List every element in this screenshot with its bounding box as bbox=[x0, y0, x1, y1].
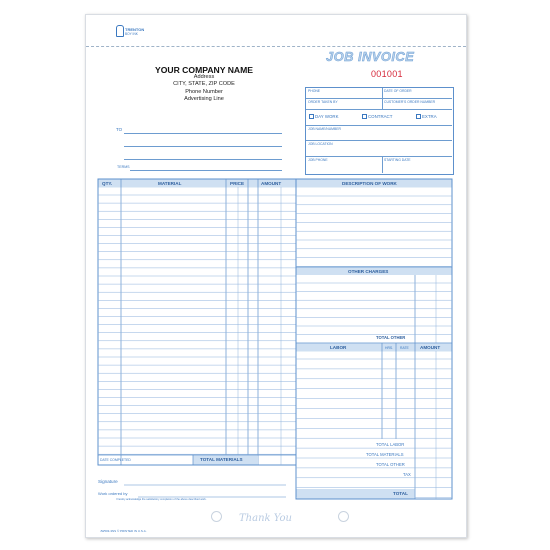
punch-hole-right bbox=[338, 511, 349, 522]
material-header: MATERIAL bbox=[158, 181, 182, 186]
company-phone: Phone Number bbox=[185, 88, 223, 95]
work-ordered-by-label: Work ordered by bbox=[98, 491, 128, 496]
company-advertising: Advertising Line bbox=[184, 95, 224, 102]
work-table-border bbox=[296, 179, 452, 499]
qty-header: QTY. bbox=[102, 181, 113, 186]
terms-label: TERMS bbox=[117, 165, 130, 169]
logo-line-1: TRENTON bbox=[125, 27, 145, 32]
material-table-border bbox=[98, 179, 296, 465]
invoice-grid bbox=[86, 15, 466, 537]
starting-date-label: STARTING DATE bbox=[384, 158, 411, 162]
acknowledge-text: I hereby acknowledge the satisfactory completion of the above described work. bbox=[116, 498, 207, 501]
total-labor-label: TOTAL LABOR bbox=[376, 442, 405, 447]
rate-header: RATE bbox=[400, 346, 409, 350]
description-header: DESCRIPTION OF WORK bbox=[342, 181, 397, 186]
job-name-label: JOB NAME/NUMBER bbox=[308, 127, 341, 131]
company-name: YOUR COMPANY NAME bbox=[154, 65, 254, 75]
other-charges-header: OTHER CHARGES bbox=[348, 269, 389, 274]
to-label: TO bbox=[116, 127, 123, 132]
customer-order-number-label: CUSTOMER'S ORDER NUMBER bbox=[384, 100, 436, 104]
hrs-header: HRS. bbox=[385, 346, 394, 350]
print-code: JW503-3NS © PRINTED IN U.S.A. bbox=[100, 529, 147, 533]
price-header: PRICE bbox=[230, 181, 245, 186]
total-other-label-top: TOTAL OTHER bbox=[376, 335, 406, 340]
form-title: JOB INVOICE bbox=[326, 49, 415, 64]
invoice-number: 001001 bbox=[371, 69, 403, 79]
logo-line-2: BOY INK bbox=[125, 32, 138, 36]
total-materials-label: TOTAL MATERIALS bbox=[200, 457, 243, 462]
extra-label: EXTRA bbox=[422, 114, 437, 119]
amount-header: AMOUNT bbox=[261, 181, 282, 186]
total-other-summary-label: TOTAL OTHER bbox=[376, 462, 405, 467]
job-location-label: JOB LOCATION bbox=[308, 142, 333, 146]
tax-label: TAX bbox=[403, 472, 411, 477]
company-address: Address bbox=[193, 74, 215, 81]
labor-header: LABOR bbox=[330, 345, 347, 350]
date-of-order-label: DATE OF ORDER bbox=[384, 89, 412, 93]
total-materials-summary-label: TOTAL MATERIALS bbox=[366, 452, 404, 457]
punch-hole-left bbox=[211, 511, 222, 522]
order-taken-by-label: ORDER TAKEN BY bbox=[308, 100, 338, 104]
signature-label: Signature bbox=[98, 479, 118, 484]
invoice-sheet bbox=[85, 14, 467, 538]
contract-label: CONTRACT bbox=[368, 114, 393, 119]
company-city: CITY, STATE, ZIP CODE bbox=[173, 81, 235, 88]
labor-amount-header: AMOUNT bbox=[420, 345, 441, 350]
date-completed-label: DATE COMPLETED bbox=[100, 458, 131, 462]
day-work-label: DAY WORK bbox=[315, 114, 339, 119]
phone-label: PHONE bbox=[308, 89, 321, 93]
grand-total-label: TOTAL bbox=[393, 491, 408, 496]
thank-you-text: Thank You bbox=[239, 513, 292, 524]
job-phone-label: JOB PHONE bbox=[308, 158, 328, 162]
